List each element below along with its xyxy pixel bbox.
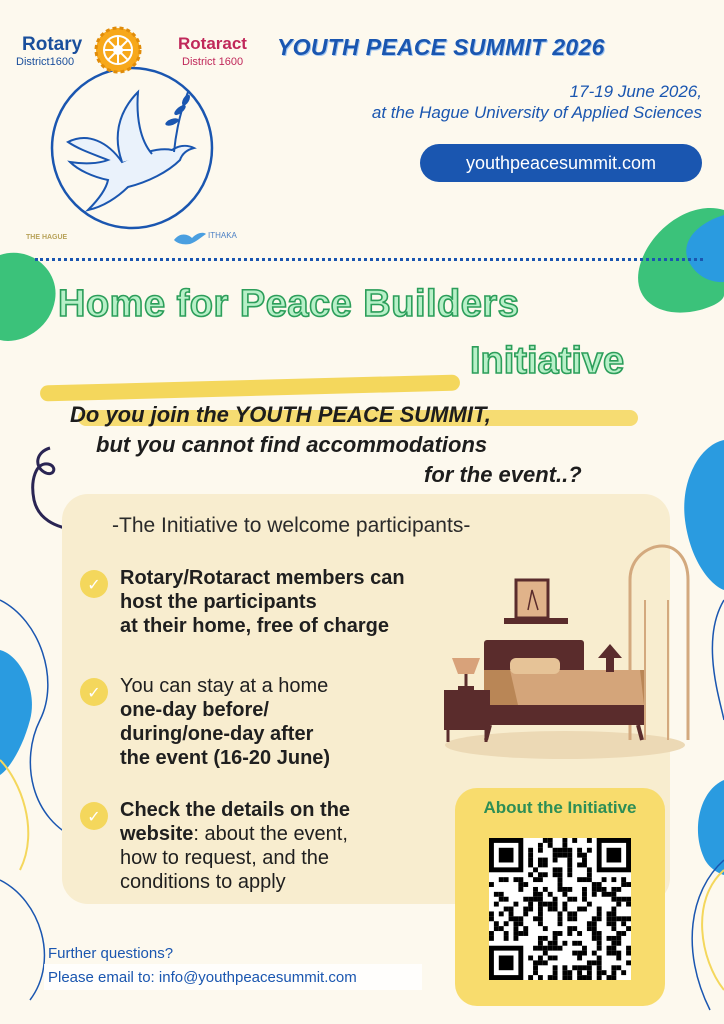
ithaka-logo: ITHAKA xyxy=(208,231,237,240)
rotary-wheel-icon xyxy=(92,24,144,76)
qr-title: About the Initiative xyxy=(483,798,637,817)
dove-logo xyxy=(48,62,216,232)
website-button[interactable]: youthpeacesummit.com xyxy=(420,144,702,182)
check-icon: ✓ xyxy=(80,570,108,598)
yellow-squiggle-left xyxy=(0,760,28,870)
hague-university-logo: THE HAGUE xyxy=(26,234,68,241)
rotary-logo-text: Rotary xyxy=(22,34,83,55)
question-line2: but you cannot find accommodations xyxy=(96,432,488,457)
question-line1: Do you join the YOUTH PEACE SUMMIT, xyxy=(70,402,491,427)
question-line3: for the event..? xyxy=(424,462,582,487)
dotted-divider xyxy=(35,258,703,261)
contact-email[interactable]: Please email to: info@youthpeacesummit.com xyxy=(48,969,357,986)
headline-line1: Home for Peace Builders xyxy=(58,283,520,325)
benefit-item-3: Check the details on the website: about the event, how to request, and the conditions to apply xyxy=(120,799,351,893)
rotaract-district: District 1600 xyxy=(182,56,244,68)
benefit-item-1: Rotary/Rotaract members can host the participants at their home, free of charge xyxy=(120,567,405,637)
check-icon: ✓ xyxy=(80,802,108,830)
headline-line2: Initiative xyxy=(470,340,625,382)
blue-blob-right-mid xyxy=(684,440,724,590)
line-squiggle-right-2 xyxy=(692,860,724,1010)
contact-question: Further questions? xyxy=(48,945,174,962)
blue-blob-right-bottom xyxy=(698,780,724,875)
rotaract-logo-text: Rotaract xyxy=(178,34,247,53)
ithaka-dove-icon xyxy=(172,228,208,246)
line-squiggle-right xyxy=(712,600,724,720)
benefit-item-2: You can stay at a home one-day before/ during/one-day after the event (16-20 June) xyxy=(120,675,331,769)
check-icon: ✓ xyxy=(80,678,108,706)
qr-code[interactable] xyxy=(489,838,631,980)
bedroom-illustration xyxy=(440,540,690,770)
yellow-squiggle-right xyxy=(702,870,724,990)
event-date: 17-19 June 2026, xyxy=(569,82,702,101)
blue-blob-left-bottom xyxy=(0,650,32,775)
line-squiggle-left-2 xyxy=(0,880,44,1000)
event-title: YOUTH PEACE SUMMIT 2026 xyxy=(277,34,605,60)
contact-info xyxy=(48,942,357,990)
event-venue: at the Hague University of Applied Sciences xyxy=(371,103,702,122)
rotary-district: District1600 xyxy=(16,56,75,68)
green-blob-left xyxy=(0,253,56,341)
panel-subtitle: -The Initiative to welcome participants- xyxy=(112,514,471,537)
